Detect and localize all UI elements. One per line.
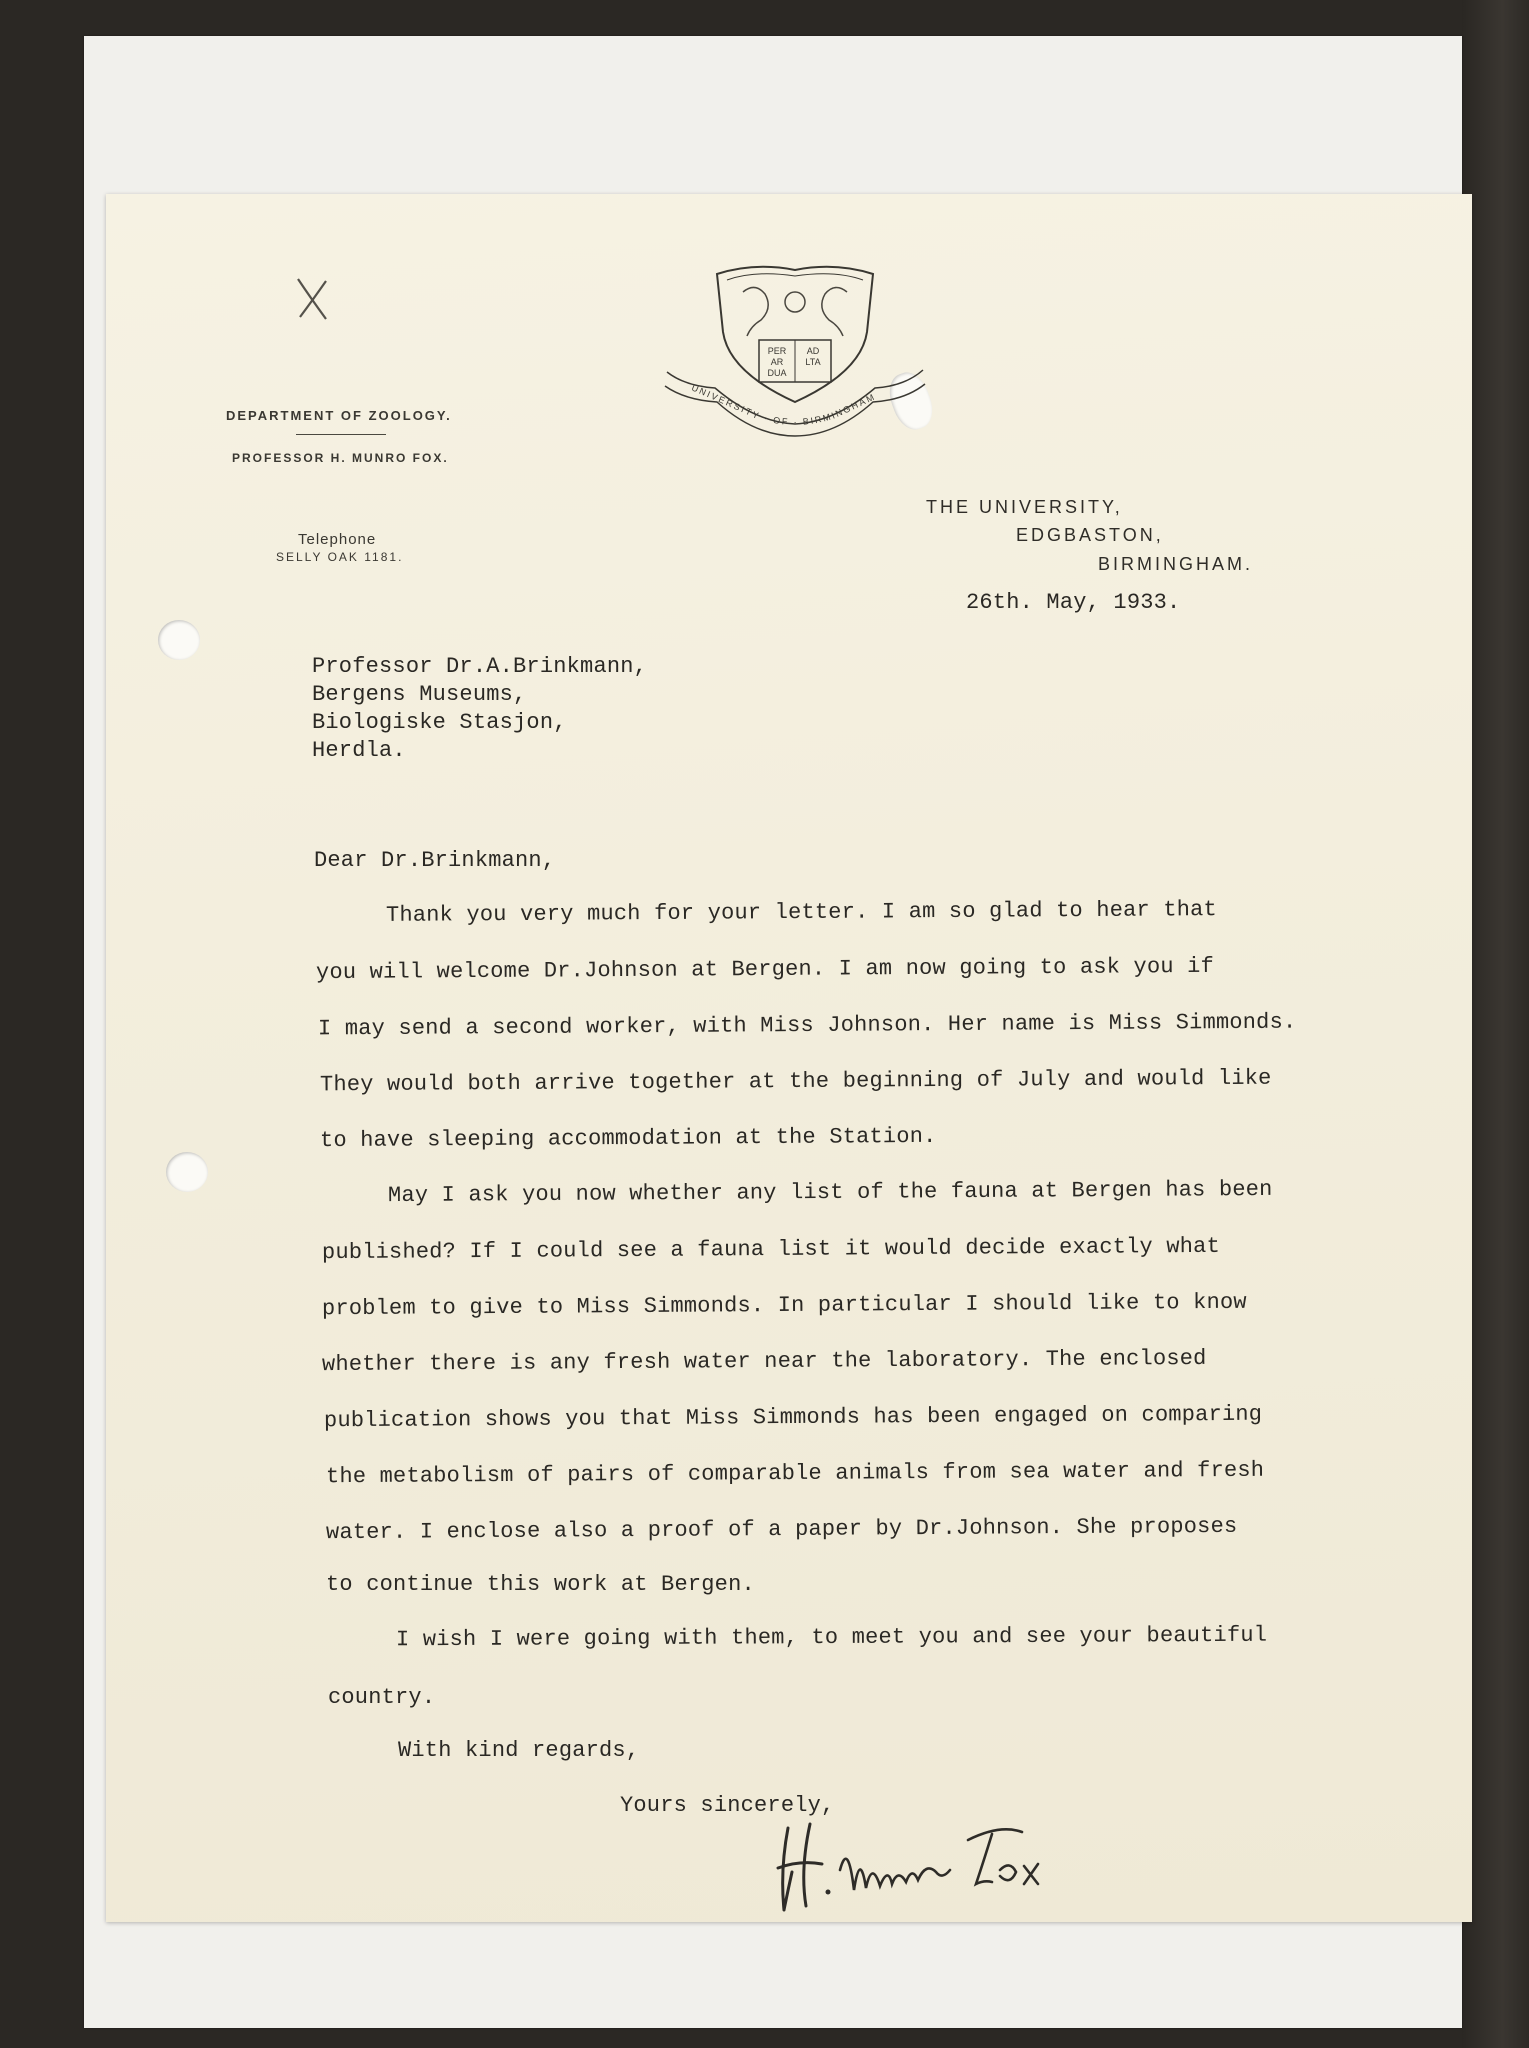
handwritten-signature (770, 1810, 1110, 1920)
body-line: published? If I could see a fauna list it would decide exactly what (321, 1233, 1221, 1266)
body-line: the metabolism of pairs of comparable animals from sea water and fresh (325, 1457, 1265, 1490)
professor-name: PROFESSOR H. MUNRO FOX. (232, 451, 449, 465)
svg-text:AR: AR (770, 357, 784, 367)
svg-text:DUA: DUA (767, 368, 787, 378)
body-line: I wish I were going with them, to meet you and see your beautiful (395, 1622, 1268, 1653)
letterhead-divider (296, 434, 386, 435)
body-line: water. I enclose also a proof of a paper by Dr.Johnson. She proposes (325, 1513, 1238, 1546)
body-line: I may send a second worker, with Miss Johnson. Her name is Miss Simmonds. (317, 1009, 1297, 1042)
body-line: you will welcome Dr.Johnson at Bergen. I am now going to ask you if (315, 953, 1215, 986)
address-university: THE UNIVERSITY, (926, 497, 1123, 517)
university-crest-icon (655, 262, 935, 437)
address-birmingham: BIRMINGHAM. (1098, 554, 1254, 574)
recipient-line: Bergens Museums, (312, 682, 527, 707)
punch-hole-upper (158, 620, 200, 660)
signoff: Yours sincerely, (620, 1793, 835, 1818)
body-line: They would both arrive together at the beginning of July and would like (319, 1065, 1272, 1098)
svg-text:PER: PER (767, 346, 787, 356)
punch-hole-lower (166, 1152, 208, 1192)
letter-date: 26th. May, 1933. (966, 590, 1181, 615)
body-line: country. (328, 1685, 436, 1710)
closing: With kind regards, (398, 1738, 640, 1763)
body-line: May I ask you now whether any list of the fauna at Bergen has been (387, 1176, 1273, 1209)
recipient-line: Biologiske Stasjon, (312, 710, 567, 735)
svg-text:AD: AD (806, 346, 820, 356)
body-line: to continue this work at Bergen. (326, 1572, 755, 1597)
body-line: publication shows you that Miss Simmonds has been engaged on comparing (323, 1401, 1263, 1434)
svg-text:LTA: LTA (805, 357, 821, 367)
telephone-label: Telephone (298, 531, 377, 548)
recipient-line: Professor Dr.A.Brinkmann, (312, 654, 648, 679)
body-line: problem to give to Miss Simmonds. In particular I should like to know (321, 1289, 1247, 1322)
department-name: DEPARTMENT OF ZOOLOGY. (226, 408, 452, 423)
address-edgbaston: EDGBASTON, (1016, 525, 1164, 545)
body-line: to have sleeping accommodation at the Station. (319, 1123, 937, 1154)
svg-text:UNIVERSITY · OF · BIRMINGHAM: UNIVERSITY · OF · BIRMINGHAM (690, 382, 878, 428)
salutation: Dear Dr.Brinkmann, (314, 848, 556, 873)
right-edge-strip (1462, 0, 1529, 2048)
recipient-line: Herdla. (312, 738, 406, 763)
telephone-number: SELLY OAK 1181. (276, 550, 404, 564)
handwritten-x-mark (292, 275, 332, 323)
body-line: whether there is any fresh water near the laboratory. The enclosed (321, 1345, 1207, 1378)
body-line: Thank you very much for your letter. I am so glad to hear that (385, 897, 1218, 928)
